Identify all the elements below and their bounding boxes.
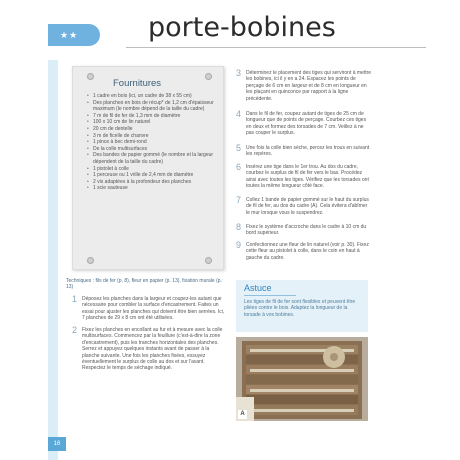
supply-item: • 100 x 10 cm de lin naturel [87, 119, 219, 126]
pin-icon [205, 257, 212, 264]
supply-item: • 1 pince à bec demi-rond [87, 139, 219, 146]
left-margin-band [48, 60, 58, 460]
supply-item: • Des planches en bois de récup* de 1,2 cm d'épaisseur maximum (le nombre dépend de la taille du cadre) [87, 100, 219, 113]
supply-item: • 2 vis adaptées à la profondeur des planches [87, 179, 219, 186]
step-number: 6 [236, 162, 242, 172]
supply-item: • Des bandes de papier gommé (le nombre et la largeur dépendent de la taille du cadre) [87, 152, 219, 165]
supplies-list [87, 93, 219, 192]
step-text: Insérez une tige dans le 1er trou. Au dos du cadre, courbez le surplus de fil de fer vers le bas. Procédez ainsi avec toutes les tiges. Vérifiez que les torsades ont toutes la même longueur côté face. [246, 164, 369, 190]
wood-frame-illustration [236, 337, 368, 421]
step-number: 3 [236, 68, 242, 78]
title-divider [126, 47, 426, 48]
supply-item: • 1 cadre en bois (ici, un cadre de 38 x 55 cm) [87, 93, 219, 100]
astuce-label: Astuce [244, 283, 272, 293]
step-text: Déterminez le placement des tiges qui serviront à mettre les bobines, ici il y en a 24. Espacez les points de perçage de 6 cm en largeur et de 8 cm en longueur en les plaçant en quinconce par rapport à la ligne précédente. [246, 70, 372, 102]
photo-label: A [238, 410, 247, 419]
step-number: 2 [72, 325, 78, 335]
step-number: 8 [236, 222, 242, 232]
page-number: 16 [48, 437, 66, 451]
supply-item: • De la colle multisurfaces [87, 146, 219, 153]
pin-icon [87, 257, 94, 264]
astuce-divider [244, 295, 296, 296]
step-text: Une fois la colle bien sèche, percez les trous en suivant les repères. [246, 145, 370, 158]
techniques-note: Techniques : fils de fer (p. 8), fleur en papier (p. 13), fixation murale (p. 13) [66, 278, 222, 291]
supply-item: • 20 cm de dentelle [87, 126, 219, 133]
page-title: porte-bobines [148, 12, 336, 43]
supply-item: • 1 perceuse ou 1 vrille de 2,4 mm de diamètre [87, 172, 219, 179]
astuce-text: Les tiges de fil de fer sont flexibles et peuvent être pliées contre le bois. Adaptez la longueur de la torsade à vos bobines. [244, 299, 356, 318]
difficulty-badge: ★★ [48, 24, 100, 46]
step-number: 5 [236, 143, 242, 153]
step-text: Dans le fil de fer, coupez autant de tiges de 25 cm de longueur que de points de perçage. Courbez ces tiges en deux et formez des torsades de 7 cm. Veillez à ne pas couper le surplus. [246, 111, 367, 137]
supply-item: • 1 pistolet à colle [87, 166, 219, 173]
step-number: 9 [236, 240, 242, 250]
step-text: Fixez les planches en encollant au fur et à mesure avec la colle multisurfaces. Commencez par la feuillure (c'est-à-dire la zone d'encastrement), puis les tranches horizontales des planches. Serrez et appuyez quelques instants avant de passer à la planche suivante. Une fois les planches fixées, essuyez éventuellement le surplus de colle au dos et sur l'avant. Respectez le temps de séchage indiqué. [82, 327, 223, 372]
step-number: 7 [236, 195, 242, 205]
pin-icon [87, 73, 94, 80]
back-of-frame-photo [236, 337, 368, 421]
supply-item: • 3 m de ficelle de chanvre [87, 133, 219, 140]
step-text: Collez 1 bande de papier gommé sur le haut du surplus de fil de fer, au dos du cadre (A). Cela évitera d'abîmer le mur lorsque vous le suspendrez. [246, 197, 369, 216]
step-text: Fixez le système d'accroche dans le cadre à 10 cm du bord supérieur. [246, 224, 367, 237]
step-number: 4 [236, 109, 242, 119]
supply-item: • 7 m de fil de fer de 1,3 mm de diamètre [87, 113, 219, 120]
step-number: 1 [72, 294, 78, 304]
step-text: Déposez les planches dans la largeur et coupez-les autant que nécessaire pour combler la surface d'encastrement. Faites un essai pour ajuster les planches qui doivent être bien serrées. Ici, 7 planches de 29 x 8 cm ont été utilisées. [82, 296, 225, 322]
pin-icon [205, 73, 212, 80]
supplies-title: Fournitures [113, 78, 162, 89]
step-text: Confectionnez une fleur de lin naturel (voir p. 30). Fixez cette fleur au pistolet à colle, dans le coin en haut à gauche du cadre. [246, 242, 369, 261]
supply-item: • 1 scie sauteuse [87, 185, 219, 192]
supplies-card [72, 66, 224, 270]
